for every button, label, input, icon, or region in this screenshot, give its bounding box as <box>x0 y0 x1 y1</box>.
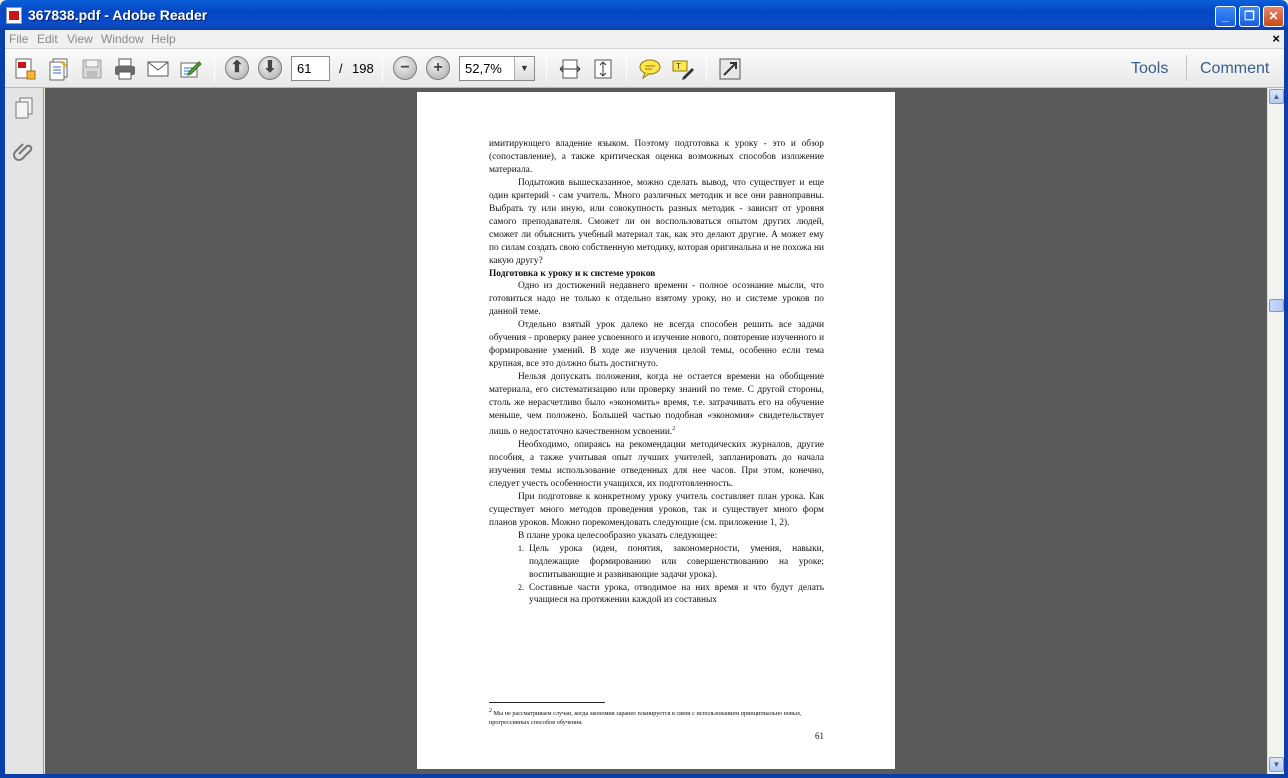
fit-page-icon[interactable] <box>591 57 615 81</box>
zoom-out-icon[interactable]: − <box>393 56 417 80</box>
paragraph: Подытожив вышесказанное, можно сделать вывод, что существует и еще один критерий - сам учитель. Много различных методик и все они равноправны. Выбрать ту или иную, или совокупность разных методик - зависит от уровня самого преподавателя. Сможет ли он воспользоваться опытом других людей, сможет ли объяснить учебный материал так, как это делают другие. А может ему по силам создать свою собственную методику, которая оригинальна и не похожа ни какую другу? <box>489 177 824 266</box>
sign-icon[interactable] <box>179 57 203 81</box>
footnote <box>489 707 824 727</box>
highlight-icon[interactable] <box>671 57 695 81</box>
comment-pane-button[interactable]: Comment <box>1200 60 1270 77</box>
toolbar-separator <box>546 56 547 82</box>
navigation-pane <box>5 88 44 774</box>
footnote-number: 2 <box>489 708 492 714</box>
maximize-button[interactable]: ❐ <box>1239 6 1260 27</box>
next-page-icon[interactable]: ⬇ <box>258 56 282 80</box>
tools-pane-button[interactable]: Tools <box>1131 60 1169 77</box>
email-icon[interactable] <box>146 57 170 81</box>
paragraph: имитирующего владение языком. Поэтому подготовка к уроку - это и обзор (сопоставление), а также критическая оценка возможных способов изложение материала. <box>489 139 824 175</box>
chevron-down-icon[interactable]: ▼ <box>514 57 534 80</box>
close-button[interactable]: ✕ <box>1263 6 1284 27</box>
toolbar-separator <box>706 56 707 82</box>
paragraph: Отдельно взятый урок далеко не всегда способен решить все задачи обучения - проверку ранее усвоенного и изучение нового, повторение изученного и формирование умений. В ходе же изучения целой темы, особенно если тема крупная, все это должно быть достигнуто. <box>489 320 824 370</box>
fit-width-icon[interactable] <box>558 57 582 81</box>
zoom-select[interactable] <box>459 56 535 81</box>
menu-file[interactable]: File <box>9 32 29 46</box>
paragraph: В плане урока целесообразно указать следующее: <box>518 530 718 541</box>
window-title: 367838.pdf - Adobe Reader <box>28 7 208 23</box>
sticky-note-icon[interactable] <box>638 57 662 81</box>
page-separator: / <box>339 61 343 76</box>
scroll-down-icon[interactable]: ▼ <box>1269 757 1284 772</box>
toolbar-separator <box>382 56 383 82</box>
paragraph: При подготовке к конкретному уроку учитель составляет план урока. Как существует много методов проведения уроков, так и существует много форм планов уроков. Можно порекомендовать следующие (см. приложение 1, 2). <box>489 491 824 528</box>
menu-edit[interactable]: Edit <box>37 32 58 46</box>
page-number: 61 <box>815 731 824 741</box>
toolbar-separator <box>626 56 627 82</box>
close-document-icon[interactable]: × <box>1272 31 1280 46</box>
paragraph: Одно из достижений недавнего времени - полное осознание мысли, что готовиться надо не только к отдельно взятому уроку, но и системе уроков по данной теме. <box>489 281 824 318</box>
document-view[interactable] <box>45 88 1267 774</box>
list-number: 1. <box>518 543 524 553</box>
scroll-up-icon[interactable]: ▲ <box>1269 89 1284 104</box>
title-bar[interactable] <box>0 0 1288 30</box>
full-screen-icon[interactable] <box>718 57 742 81</box>
pdf-page <box>417 92 895 769</box>
toolbar-separator <box>214 56 215 82</box>
paragraph <box>489 371 824 439</box>
window-frame <box>1284 30 1288 778</box>
list-item <box>518 543 824 582</box>
pages-panel-icon[interactable] <box>13 96 35 120</box>
footnote-divider <box>489 702 605 703</box>
numbered-list <box>518 543 824 608</box>
minimize-button[interactable]: _ <box>1215 6 1236 27</box>
menu-view[interactable]: View <box>67 32 93 46</box>
section-heading: Подготовка к уроку и к системе уроков <box>489 268 656 279</box>
menu-help[interactable]: Help <box>151 32 176 46</box>
footnote-reference: 2 <box>672 425 676 432</box>
page-text <box>489 138 824 607</box>
list-item-text: Цель урока (идеи, понятия, закономерности, умения, навыки, подлежащие формированию или совершенствованию на уроке; воспитывающие и развивающие задачи урока). <box>529 543 824 580</box>
vertical-scrollbar[interactable] <box>1267 88 1284 774</box>
paragraph: Необходимо, опираясь на рекомендации методических журналов, другие пособия, а также учитывая опыт лучших учителей, запланировать до начала изучения темы использование отведенных для нее часов. При этом, конечно, следует учесть особенности учащихся, их подготовленность. <box>489 440 824 489</box>
list-item-text: Составные части урока, отводимое на них время и что будут делать учащиеся на протяжении каждой из составных <box>529 582 824 606</box>
list-item <box>518 582 824 608</box>
page-number-input[interactable]: 61 <box>291 56 330 81</box>
zoom-value: 52,7% <box>465 61 502 76</box>
print-icon[interactable] <box>113 57 137 81</box>
create-pdf-icon[interactable] <box>13 57 37 81</box>
page-total: 198 <box>352 61 374 76</box>
toolbar-separator <box>1186 55 1187 81</box>
window-frame <box>0 30 5 778</box>
paragraph-text: Нельзя допускать положения, когда не остается времени на обобщение материала, его систематизацию или проверку знаний по теме. С другой стороны, столь же нерасчетливо было «экономить» время, т.е. затрачивать его на обучение меньше, чем положено. Большей частью подобная «экономия» свидетельствует лишь о недостаточно качественном усвоении. <box>489 372 824 438</box>
save-icon[interactable] <box>80 57 104 81</box>
attachments-panel-icon[interactable] <box>13 140 35 164</box>
scrollbar-thumb[interactable] <box>1269 299 1284 312</box>
zoom-in-icon[interactable]: + <box>426 56 450 80</box>
previous-page-icon[interactable]: ⬆ <box>225 56 249 80</box>
edit-pdf-icon[interactable] <box>47 57 71 81</box>
window-frame <box>0 774 1288 778</box>
menu-bar <box>0 30 1288 49</box>
svg-text:T: T <box>676 62 681 71</box>
menu-window[interactable]: Window <box>101 32 144 46</box>
footnote-text: Мы не рассматриваем случаи, когда экономия заранее планируется в связи с использованием принципиально новых, прогрессивных способов обучения. <box>489 710 802 726</box>
list-number: 2. <box>518 582 524 592</box>
adobe-reader-icon <box>6 7 22 24</box>
